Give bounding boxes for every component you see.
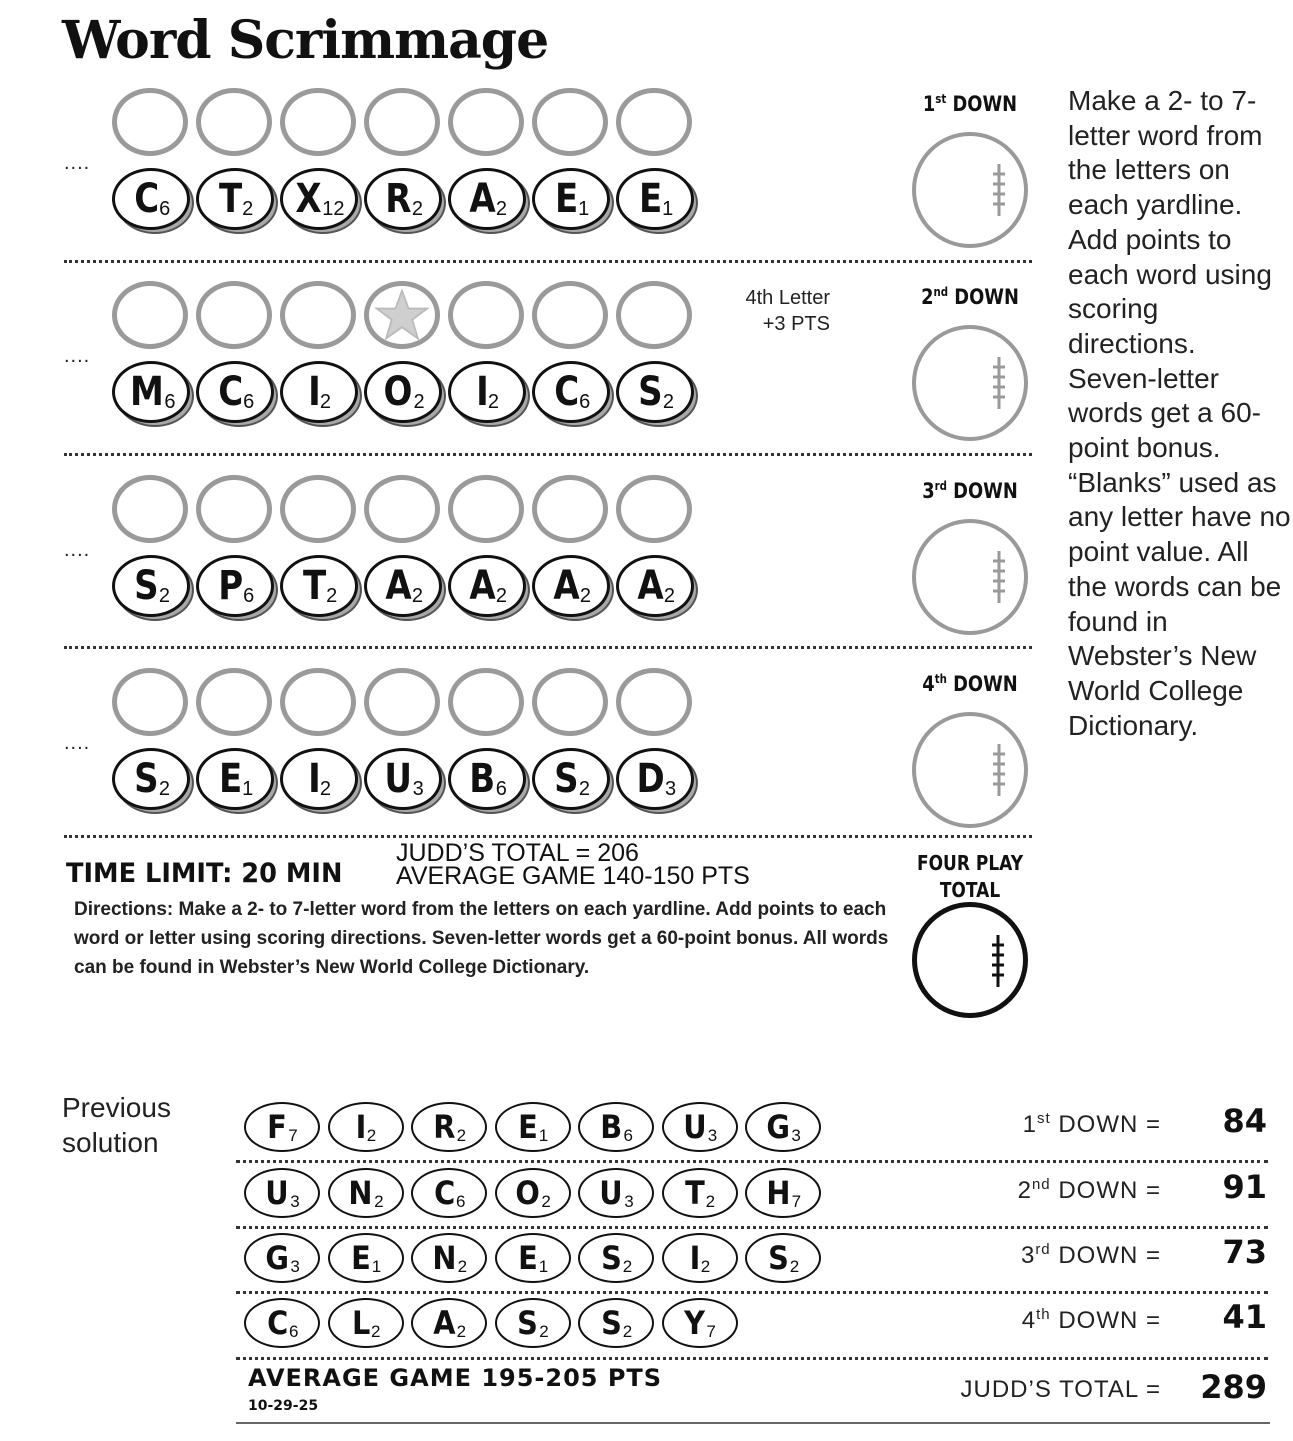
- puzzle-title: Word Scrimmage: [62, 10, 549, 71]
- tile-value: 6: [495, 778, 507, 800]
- answer-slot[interactable]: [532, 88, 608, 156]
- solution-score: 91: [1222, 1168, 1267, 1206]
- answer-slot[interactable]: [616, 88, 692, 156]
- solution-tile: [244, 1298, 320, 1348]
- down-word: DOWN =: [1050, 1111, 1161, 1138]
- down-label: [911, 285, 1030, 309]
- solution-tile: [495, 1102, 571, 1152]
- tile-letter: U: [599, 1174, 623, 1212]
- tile-letter: E: [638, 176, 663, 222]
- previous-average-game: AVERAGE GAME 195-205 PTS: [248, 1364, 663, 1392]
- tile-letter: U: [384, 756, 413, 802]
- down-label: [911, 672, 1030, 696]
- letter-tile[interactable]: [280, 361, 358, 423]
- answer-slot[interactable]: [280, 475, 356, 543]
- football-laces-icon: [992, 357, 1006, 409]
- solution-down-label: [1021, 1241, 1161, 1270]
- tile-letter: N: [348, 1174, 373, 1212]
- tile-value: 2: [366, 1126, 377, 1145]
- answer-slot[interactable]: [364, 668, 440, 736]
- solution-row: [0, 1229, 1293, 1289]
- down-number: 4: [922, 672, 935, 696]
- tile-value: 2: [579, 585, 592, 607]
- letter-tile[interactable]: [196, 555, 274, 617]
- letter-tile[interactable]: [196, 168, 274, 230]
- tile-value: 2: [789, 1257, 800, 1276]
- letter-tile[interactable]: [448, 361, 526, 423]
- tile-letter: C: [217, 369, 243, 415]
- down-number: 2: [921, 285, 934, 309]
- tile-letter: I: [355, 1108, 367, 1146]
- letter-tile[interactable]: [532, 361, 610, 423]
- down-word: DOWN: [946, 92, 1018, 116]
- tile-letter: S: [767, 1239, 789, 1277]
- tile-letter: S: [134, 756, 159, 802]
- previous-total: 289: [1200, 1368, 1267, 1406]
- solution-down-label: [1018, 1176, 1161, 1205]
- tile-letter: X: [295, 176, 322, 222]
- solution-tile: [411, 1298, 487, 1348]
- tile-letter: U: [683, 1108, 707, 1146]
- down-label: [911, 92, 1030, 116]
- answer-slot[interactable]: [196, 475, 272, 543]
- down-number: 1: [922, 92, 936, 116]
- solution-tile: [662, 1168, 738, 1218]
- answer-slot[interactable]: [280, 88, 356, 156]
- tile-value: 2: [487, 391, 499, 413]
- answer-slot[interactable]: [112, 281, 188, 349]
- solution-tile: [244, 1233, 320, 1283]
- letter-tile[interactable]: [364, 555, 442, 617]
- tile-letter: A: [385, 563, 412, 609]
- down-number: 3: [1020, 1242, 1036, 1269]
- tile-letter: O: [383, 369, 413, 415]
- down-suffix: th: [934, 672, 947, 686]
- judds-total-block: [396, 839, 750, 890]
- solution-divider: [236, 1160, 1268, 1163]
- solution-tile: [328, 1233, 404, 1283]
- tile-value: 2: [242, 198, 254, 220]
- answer-slot[interactable]: [448, 668, 524, 736]
- tile-letter: O: [515, 1174, 540, 1212]
- bonus-star-icon: [373, 288, 431, 344]
- tile-letter: C: [553, 369, 579, 415]
- tile-letter: U: [265, 1174, 289, 1212]
- football-laces-icon: [992, 551, 1006, 603]
- four-play-line1: FOUR PLAY: [916, 851, 1024, 875]
- football-laces-icon: [991, 935, 1005, 987]
- tile-letter: T: [218, 176, 243, 222]
- down-score-input[interactable]: [912, 325, 1028, 441]
- tile-letter: S: [600, 1239, 622, 1277]
- down-suffix: nd: [1031, 1176, 1051, 1193]
- down-number: 1: [1022, 1111, 1037, 1138]
- tile-letter: G: [265, 1239, 290, 1277]
- tile-value: 6: [579, 391, 591, 413]
- tile-value: 2: [495, 198, 508, 220]
- solution-tile: [662, 1102, 738, 1152]
- tile-value: 2: [541, 1192, 551, 1211]
- tile-value: 1: [662, 198, 674, 220]
- answer-slot[interactable]: [112, 475, 188, 543]
- tile-value: 2: [374, 1192, 384, 1211]
- tile-value: 2: [539, 1322, 549, 1341]
- down-suffix: rd: [934, 479, 947, 493]
- tile-letter: I: [308, 756, 321, 802]
- answer-slot[interactable]: [448, 475, 524, 543]
- solution-tile: [578, 1168, 654, 1218]
- tile-letter: S: [517, 1304, 539, 1342]
- bonus-rule: [734, 285, 830, 337]
- tile-value: 2: [326, 585, 338, 607]
- tile-letter: E: [218, 756, 243, 802]
- letter-tile[interactable]: [280, 555, 358, 617]
- solution-tile: [411, 1168, 487, 1218]
- bottom-rule: [236, 1422, 1270, 1424]
- solution-divider: [236, 1357, 1268, 1360]
- answer-slot[interactable]: [364, 88, 440, 156]
- bonus-rule-line1: 4th Letter: [745, 287, 830, 309]
- time-limit: TIME LIMIT: 20 MIN: [66, 858, 343, 889]
- tile-letter: T: [684, 1174, 705, 1212]
- down-word: DOWN: [946, 479, 1018, 503]
- tile-letter: C: [266, 1304, 288, 1342]
- answer-slot[interactable]: [280, 281, 356, 349]
- answer-slot[interactable]: [196, 88, 272, 156]
- row-marker: ....: [64, 152, 91, 174]
- answer-slot[interactable]: [532, 281, 608, 349]
- answer-slot[interactable]: [616, 475, 692, 543]
- solution-divider: [236, 1291, 1268, 1294]
- letter-tile[interactable]: [280, 168, 358, 230]
- tile-letter: S: [554, 756, 579, 802]
- solution-score: 73: [1222, 1233, 1267, 1271]
- previous-label-line1: Previous: [62, 1092, 171, 1123]
- row-marker: ....: [64, 732, 91, 754]
- answer-slot[interactable]: [112, 668, 188, 736]
- tile-value: 3: [412, 778, 424, 800]
- row-marker: ....: [64, 345, 91, 367]
- solution-tile: [745, 1168, 821, 1218]
- tile-letter: A: [637, 563, 664, 609]
- down-score-input[interactable]: [912, 132, 1028, 248]
- solution-score: 84: [1222, 1102, 1267, 1140]
- answer-slot[interactable]: [364, 281, 440, 349]
- tile-letter: A: [553, 563, 580, 609]
- tile-value: 2: [700, 1257, 711, 1276]
- solution-tile: [745, 1233, 821, 1283]
- answer-slot[interactable]: [616, 668, 692, 736]
- answer-slot[interactable]: [448, 88, 524, 156]
- down-score-input[interactable]: [912, 519, 1028, 635]
- answer-slot[interactable]: [196, 281, 272, 349]
- previous-total-label: JUDD’S TOTAL =: [960, 1376, 1161, 1403]
- answer-slot[interactable]: [364, 475, 440, 543]
- tile-value: 6: [243, 391, 255, 413]
- tile-letter: A: [469, 176, 496, 222]
- tile-letter: B: [600, 1108, 623, 1146]
- tile-value: 6: [159, 198, 171, 220]
- solution-score: 41: [1222, 1298, 1267, 1336]
- tile-letter: A: [469, 563, 496, 609]
- tile-letter: P: [217, 563, 243, 609]
- tile-letter: F: [267, 1108, 288, 1146]
- tile-letter: N: [432, 1239, 457, 1277]
- answer-slot[interactable]: [532, 668, 608, 736]
- solution-tile: [495, 1168, 571, 1218]
- tile-letter: S: [134, 563, 159, 609]
- down-label: [911, 479, 1030, 503]
- tile-value: 7: [706, 1322, 716, 1341]
- letter-tile[interactable]: [616, 748, 694, 810]
- solution-tile: [411, 1233, 487, 1283]
- letter-tile[interactable]: [364, 168, 442, 230]
- yardline-divider: [64, 835, 1032, 838]
- tile-value: 7: [288, 1126, 298, 1145]
- tile-letter: M: [129, 369, 164, 415]
- judds-total: JUDD’S TOTAL = 206: [396, 839, 639, 867]
- tile-value: 2: [663, 585, 676, 607]
- down-word: DOWN: [948, 285, 1019, 309]
- letter-tile[interactable]: [616, 555, 694, 617]
- tile-value: 2: [622, 1322, 633, 1341]
- tile-value: 3: [290, 1192, 300, 1211]
- tile-value: 3: [791, 1126, 801, 1145]
- letter-tile[interactable]: [448, 168, 526, 230]
- down-suffix: st: [935, 92, 947, 106]
- tile-value: 3: [707, 1126, 718, 1145]
- solution-tile: [411, 1102, 487, 1152]
- tile-value: 2: [158, 778, 170, 800]
- letter-tile[interactable]: [196, 748, 274, 810]
- down-suffix: nd: [933, 285, 949, 299]
- tile-value: 2: [319, 391, 331, 413]
- answer-slot[interactable]: [112, 88, 188, 156]
- solution-tile: [328, 1102, 404, 1152]
- tile-value: 6: [164, 391, 176, 413]
- letter-tile[interactable]: [532, 555, 610, 617]
- down-word: DOWN: [946, 672, 1018, 696]
- letter-tile[interactable]: [364, 748, 442, 810]
- tile-letter: D: [636, 756, 665, 802]
- tile-letter: H: [766, 1174, 791, 1212]
- down-word: DOWN =: [1050, 1307, 1161, 1334]
- tile-letter: A: [433, 1304, 456, 1342]
- tile-value: 3: [290, 1257, 300, 1276]
- four-play-total-label: [911, 850, 1030, 904]
- tile-value: 6: [456, 1192, 466, 1211]
- down-word: DOWN =: [1050, 1242, 1161, 1269]
- tile-letter: S: [600, 1304, 622, 1342]
- letter-tile[interactable]: [196, 361, 274, 423]
- tile-value: 2: [705, 1192, 716, 1211]
- tile-value: 12: [322, 198, 345, 220]
- solution-row: [0, 1098, 1293, 1158]
- row-marker: ....: [64, 539, 91, 561]
- down-number: 2: [1017, 1177, 1032, 1204]
- tile-value: 1: [538, 1126, 549, 1145]
- tile-value: 2: [622, 1257, 633, 1276]
- four-play-line2: TOTAL: [939, 878, 1001, 902]
- tile-letter: B: [469, 756, 496, 802]
- tile-value: 2: [457, 1257, 468, 1276]
- solution-tile: [328, 1168, 404, 1218]
- tile-value: 2: [578, 778, 590, 800]
- down-suffix: st: [1036, 1110, 1051, 1127]
- solution-tile: [745, 1102, 821, 1152]
- football-laces-icon: [992, 744, 1006, 796]
- tile-letter: E: [350, 1239, 371, 1277]
- letter-tile[interactable]: [532, 168, 610, 230]
- down-score-input[interactable]: [912, 712, 1028, 828]
- answer-slot[interactable]: [532, 475, 608, 543]
- solution-tile: [244, 1168, 320, 1218]
- tile-letter: S: [638, 369, 663, 415]
- letter-tile[interactable]: [364, 361, 442, 423]
- solution-tile: [662, 1298, 738, 1348]
- letter-tile[interactable]: [448, 555, 526, 617]
- letter-tile[interactable]: [532, 748, 610, 810]
- tile-value: 3: [665, 778, 677, 800]
- solution-tile: [495, 1298, 571, 1348]
- tile-value: 2: [413, 391, 425, 413]
- solution-down-label: [1023, 1110, 1161, 1139]
- solution-tile: [244, 1102, 320, 1152]
- football-laces-icon: [992, 164, 1006, 216]
- down-suffix: rd: [1035, 1241, 1051, 1258]
- bonus-rule-line2: +3 PTS: [762, 313, 830, 335]
- letter-tile[interactable]: [112, 168, 190, 230]
- solution-down-label: [1022, 1306, 1161, 1335]
- tile-value: 1: [538, 1257, 549, 1276]
- letter-tile[interactable]: [112, 555, 190, 617]
- tile-value: 2: [495, 585, 508, 607]
- tile-letter: I: [308, 369, 321, 415]
- letter-tile[interactable]: [112, 748, 190, 810]
- tile-value: 1: [578, 198, 590, 220]
- tile-value: 7: [791, 1192, 802, 1211]
- tile-value: 6: [243, 585, 255, 607]
- puzzle-date: 10-29-25: [248, 1398, 319, 1414]
- tile-value: 2: [411, 198, 423, 220]
- solution-row: [0, 1164, 1293, 1224]
- tile-letter: I: [689, 1239, 701, 1277]
- tile-value: 2: [456, 1322, 467, 1341]
- tile-value: 2: [662, 391, 674, 413]
- down-number: 3: [922, 479, 935, 503]
- letter-tile[interactable]: [112, 361, 190, 423]
- letter-tile[interactable]: [448, 748, 526, 810]
- tile-letter: R: [385, 176, 412, 222]
- tile-value: 1: [371, 1257, 382, 1276]
- letter-tile[interactable]: [616, 168, 694, 230]
- tile-letter: E: [554, 176, 579, 222]
- solution-tile: [495, 1233, 571, 1283]
- tile-letter: T: [302, 563, 327, 609]
- tile-value: 2: [411, 585, 424, 607]
- tile-letter: E: [517, 1239, 538, 1277]
- down-suffix: th: [1036, 1306, 1051, 1323]
- down-number: 4: [1021, 1307, 1037, 1334]
- tile-letter: Y: [684, 1304, 706, 1342]
- solution-tile: [578, 1102, 654, 1152]
- directions-text: Directions: Make a 2- to 7-letter word from the letters on each yardline. Add points to each word or letter using scoring directions. Seven-letter words get a 60-point bonus. All words can be found in Webster’s New World College Dictionary.: [74, 899, 889, 978]
- tile-letter: C: [433, 1174, 455, 1212]
- four-play-total-input[interactable]: [912, 902, 1028, 1018]
- yardline-divider: [64, 453, 1032, 456]
- tile-letter: C: [133, 176, 159, 222]
- solution-divider: [236, 1226, 1268, 1229]
- tile-letter: E: [517, 1108, 538, 1146]
- tile-value: 2: [370, 1322, 381, 1341]
- yardline-divider: [64, 260, 1032, 263]
- tile-value: 2: [319, 778, 331, 800]
- solution-tile: [328, 1298, 404, 1348]
- tile-letter: G: [766, 1108, 791, 1146]
- tile-letter: L: [351, 1304, 370, 1342]
- tile-value: 6: [289, 1322, 299, 1341]
- solution-tile: [578, 1233, 654, 1283]
- tile-value: 1: [242, 778, 254, 800]
- tile-letter: R: [433, 1108, 456, 1146]
- tile-value: 2: [456, 1126, 467, 1145]
- tile-value: 6: [623, 1126, 633, 1145]
- average-game: AVERAGE GAME 140-150 PTS: [396, 862, 750, 890]
- tile-value: 2: [158, 585, 170, 607]
- previous-label-line2: solution: [62, 1127, 159, 1158]
- solution-tile: [578, 1298, 654, 1348]
- side-instructions: Make a 2- to 7-letter word from the letters on each yardline. Add points to each word using scoring directions. Seven-letter words get a 60-point bonus. “Blanks” used as any letter have no point value. All the words can be found in Webster’s New World College Dictionary.: [1068, 85, 1291, 741]
- down-word: DOWN =: [1050, 1177, 1161, 1204]
- tile-letter: I: [476, 369, 489, 415]
- answer-slot[interactable]: [196, 668, 272, 736]
- solution-row: [0, 1294, 1293, 1354]
- answer-slot[interactable]: [280, 668, 356, 736]
- letter-tile[interactable]: [280, 748, 358, 810]
- yardline-divider: [64, 646, 1032, 649]
- letter-tile[interactable]: [616, 361, 694, 423]
- solution-tile: [662, 1233, 738, 1283]
- tile-value: 3: [624, 1192, 634, 1211]
- answer-slot[interactable]: [448, 281, 524, 349]
- answer-slot[interactable]: [616, 281, 692, 349]
